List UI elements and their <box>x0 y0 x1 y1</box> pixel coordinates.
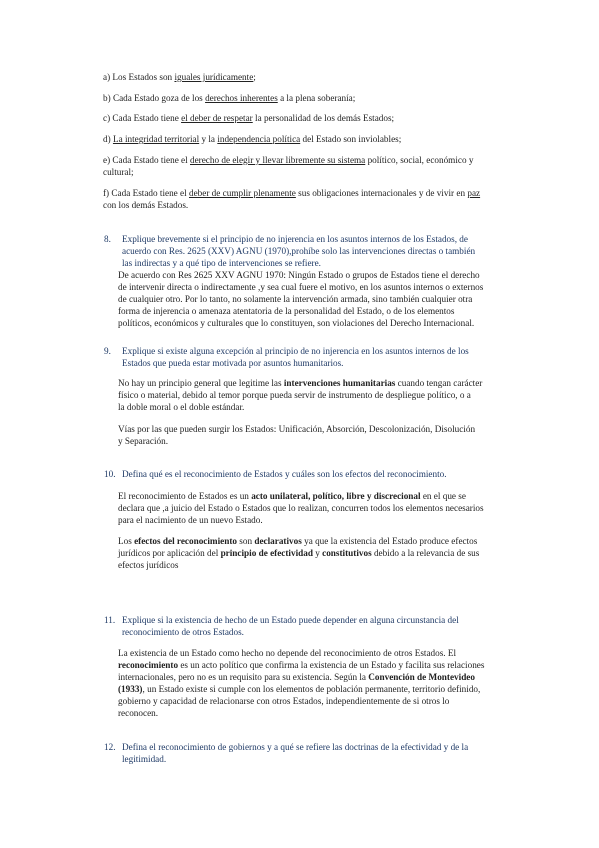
answer-text: físico o material, debido al temor porque pueda servir de instrumento de despliegue político, o a <box>118 390 471 400</box>
question-number: 12. <box>104 742 116 752</box>
answer-text <box>118 547 479 559</box>
question-text: Estados que pueda estar motivada por asuntos humanitarios. <box>122 358 344 368</box>
answer-text: debido a la relevancia de sus <box>371 548 480 558</box>
list-text: a) Los Estados son <box>103 72 175 82</box>
list-item-b <box>103 92 355 104</box>
list-text: ; <box>253 72 256 82</box>
bold-term: (1933) <box>118 684 143 694</box>
answer-text: la doble moral o el doble estándar. <box>118 402 245 412</box>
list-text: la personalidad de los demás Estados; <box>252 113 395 123</box>
bold-term: constitutivos <box>322 548 372 558</box>
answer-text <box>118 535 477 547</box>
underlined-text: independencia política <box>217 134 301 144</box>
answer-text: son <box>236 536 255 546</box>
answer-text: políticos, económicos y culturales que lo constituyen, son violaciones del Derecho Internacional. <box>118 318 475 328</box>
underlined-text: derechos inherentes <box>205 93 278 103</box>
answer-text: De acuerdo con Res 2625 XXV AGNU 1970: Ningún Estado o grupos de Estados tiene el derecho <box>118 270 480 280</box>
answer-text: y Separación. <box>118 436 169 446</box>
list-item-e <box>103 154 473 166</box>
answer-text: es un acto político que confirma la existencia de un Estado y facilita sus relaciones <box>178 660 485 670</box>
answer-text: de cualquier otro. Por lo tanto, no solamente la intervención armada, sino también cualquier otra <box>118 294 473 304</box>
bold-term: acto unilateral, político, libre y discrecional <box>251 491 421 501</box>
question-text: Explique si existe alguna excepción al principio de no injerencia en los asuntos internos de los <box>122 346 469 356</box>
bold-term: efectos del reconocimiento <box>134 536 237 546</box>
question-text: legitimidad. <box>122 754 167 764</box>
underlined-text: derecho de elegir y llevar libremente su sistema <box>190 155 366 165</box>
question-number: 9. <box>104 346 111 356</box>
question-number: 10. <box>104 469 116 479</box>
answer-text <box>118 377 482 389</box>
bold-term: intervenciones humanitarias <box>283 378 396 388</box>
question-text: Explique brevemente si el principio de no injerencia en los asuntos internos de los Estados, de <box>122 234 468 244</box>
question-text: Defina qué es el reconocimiento de Estados y cuáles son los efectos del reconocimiento. <box>122 469 447 479</box>
question-text: las indirectas y a qué tipo de intervenciones se refiere. <box>122 258 321 268</box>
answer-text: internacionales, pero no es un requisito para su existencia. Según la <box>118 672 369 682</box>
answer-text <box>118 683 480 695</box>
list-text: b) Cada Estado goza de los <box>103 93 206 103</box>
question-text: acuerdo con Res. 2625 (XXV) AGNU (1970),prohíbe solo las intervenciones directas o también <box>122 246 476 256</box>
answer-text: No hay un principio general que legitime las <box>118 378 284 388</box>
underlined-text: La integridad territorial <box>112 134 200 144</box>
question-text: reconocimiento de otros Estados. <box>122 627 244 637</box>
list-text: c) Cada Estado tiene <box>103 113 182 123</box>
list-item-f <box>103 187 480 199</box>
list-item-a <box>103 71 256 83</box>
list-text: f) Cada Estado tiene el <box>103 188 189 198</box>
answer-text: La existencia de un Estado como hecho no depende del reconocimiento de otros Estados. El <box>118 648 457 658</box>
answer-text: para el nacimiento de un nuevo Estado. <box>118 515 263 525</box>
question-number: 11. <box>104 615 116 625</box>
answer-text: jurídicos por aplicación del <box>118 548 221 558</box>
answer-text: forma de injerencia o amenaza atentatoria de la personalidad del Estado, o de los elementos <box>118 306 455 316</box>
answer-text: reconocen. <box>118 708 159 718</box>
answer-text: y <box>312 548 323 558</box>
answer-text <box>118 659 484 671</box>
bold-term: Convención de Montevideo <box>368 672 475 682</box>
answer-text: en el que se <box>420 491 466 501</box>
answer-text: , un Estado existe si cumple con los elementos de población permanente, territorio definido, <box>142 684 481 694</box>
underlined-text: paz <box>467 188 481 198</box>
list-text: d) <box>103 134 113 144</box>
underlined-text: el deber de respetar <box>181 113 253 123</box>
bold-term: principio de efectividad <box>220 548 313 558</box>
answer-text: efectos jurídicos <box>118 560 179 570</box>
list-item-e-line2: cultural; <box>103 167 134 177</box>
list-text: del Estado son inviolables; <box>300 134 402 144</box>
bold-term: reconocimiento <box>118 660 179 670</box>
underlined-text: deber de cumplir plenamente <box>188 188 296 198</box>
question-text: Defina el reconocimiento de gobiernos y a qué se refiere las doctrinas de la efectividad y de la <box>122 742 469 752</box>
answer-text: de intervenir directa o indirectamente ,y sea cual fuere el motivo, en los asuntos internos o externos <box>118 282 484 292</box>
answer-text <box>118 490 466 502</box>
answer-text: El reconocimiento de Estados es un <box>118 491 252 501</box>
question-number: 8. <box>104 234 111 244</box>
answer-text: declara que ,a juicio del Estado o Estados que lo realizan, concurren todos los elementos necesarios <box>118 503 484 513</box>
list-text: a la plena soberanía; <box>277 93 356 103</box>
question-text: Explique si la existencia de hecho de un Estado puede depender en alguna circunstancia del <box>122 615 459 625</box>
list-text: político, social, económico y <box>365 155 474 165</box>
list-text: e) Cada Estado tiene el <box>103 155 190 165</box>
list-item-d <box>103 133 401 145</box>
answer-text: gobierno y capacidad de relacionarse con otros Estados, independientemente de si otros lo <box>118 696 450 706</box>
answer-text: Los <box>118 536 135 546</box>
list-item-f-line2: con los demás Estados. <box>103 200 189 210</box>
answer-text: ya que la existencia del Estado produce efectos <box>301 536 478 546</box>
underlined-text: iguales jurídicamente <box>174 72 254 82</box>
list-text: sus obligaciones internacionales y de vivir en <box>295 188 468 198</box>
list-text: y la <box>199 134 218 144</box>
list-item-c <box>103 112 394 124</box>
bold-term: declarativos <box>254 536 302 546</box>
answer-text <box>118 671 475 683</box>
answer-text: Vías por las que pueden surgir los Estados: Unificación, Absorción, Descolonización, Disolución <box>118 424 476 434</box>
answer-text: cuando tengan carácter <box>395 378 483 388</box>
